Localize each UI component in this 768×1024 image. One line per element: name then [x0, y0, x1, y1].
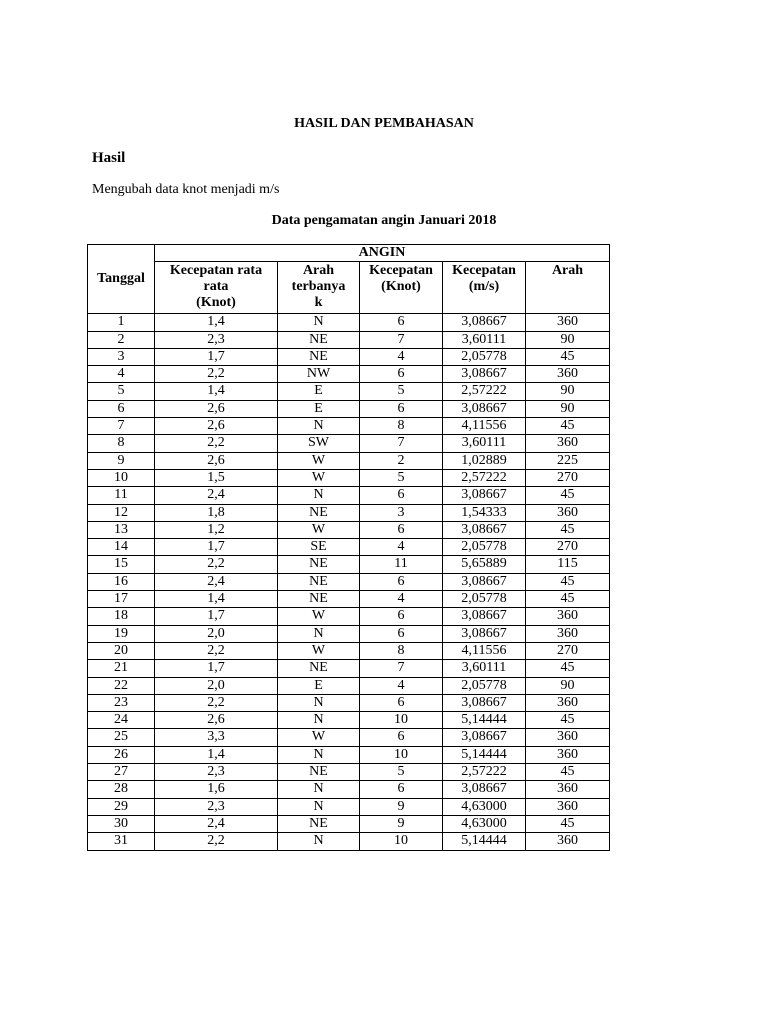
cell-kecepatan-rata: 1,2	[155, 521, 278, 538]
cell-kecepatan-knot: 6	[360, 781, 443, 798]
table-row	[88, 694, 610, 711]
header-tanggal-label: Tanggal	[97, 271, 145, 286]
cell-arah: 360	[526, 833, 610, 850]
cell-kecepatan-ms: 3,08667	[443, 781, 526, 798]
cell-kecepatan-rata: 1,4	[155, 314, 278, 331]
page-title: HASIL DAN PEMBAHASAN	[294, 116, 474, 131]
cell-kecepatan-rata: 1,4	[155, 591, 278, 608]
cell-arah: 45	[526, 521, 610, 538]
cell-arah-terbanyak: NE	[278, 556, 360, 573]
table-row	[88, 608, 610, 625]
cell-arah: 360	[526, 694, 610, 711]
cell-tanggal: 1	[88, 314, 155, 331]
cell-arah: 360	[526, 314, 610, 331]
cell-kecepatan-ms: 4,11556	[443, 642, 526, 659]
cell-kecepatan-knot: 7	[360, 331, 443, 348]
cell-arah: 45	[526, 591, 610, 608]
cell-arah: 90	[526, 677, 610, 694]
cell-arah: 45	[526, 418, 610, 435]
cell-arah: 360	[526, 729, 610, 746]
cell-arah-terbanyak: N	[278, 781, 360, 798]
cell-kecepatan-knot: 10	[360, 712, 443, 729]
table-row	[88, 660, 610, 677]
cell-kecepatan-ms: 3,08667	[443, 625, 526, 642]
cell-kecepatan-knot: 2	[360, 452, 443, 469]
cell-kecepatan-knot: 6	[360, 400, 443, 417]
table-row	[88, 677, 610, 694]
cell-arah-terbanyak: SW	[278, 435, 360, 452]
cell-kecepatan-ms: 3,08667	[443, 487, 526, 504]
cell-arah-terbanyak: W	[278, 642, 360, 659]
cell-tanggal: 22	[88, 677, 155, 694]
cell-kecepatan-ms: 3,08667	[443, 573, 526, 590]
cell-arah: 225	[526, 452, 610, 469]
cell-tanggal: 25	[88, 729, 155, 746]
table-row	[88, 521, 610, 538]
cell-kecepatan-ms: 4,11556	[443, 418, 526, 435]
cell-arah-terbanyak: W	[278, 521, 360, 538]
cell-kecepatan-ms: 2,57222	[443, 383, 526, 400]
cell-kecepatan-ms: 3,08667	[443, 521, 526, 538]
cell-tanggal: 12	[88, 504, 155, 521]
cell-kecepatan-rata: 2,4	[155, 487, 278, 504]
cell-arah-terbanyak: E	[278, 677, 360, 694]
cell-arah-terbanyak: N	[278, 746, 360, 763]
cell-arah-terbanyak: W	[278, 608, 360, 625]
cell-kecepatan-rata: 2,0	[155, 625, 278, 642]
header-arah: Arah	[526, 262, 610, 314]
cell-arah-terbanyak: N	[278, 418, 360, 435]
cell-arah-terbanyak: NE	[278, 591, 360, 608]
cell-tanggal: 18	[88, 608, 155, 625]
cell-tanggal: 20	[88, 642, 155, 659]
cell-arah-terbanyak: SE	[278, 539, 360, 556]
cell-kecepatan-rata: 1,4	[155, 746, 278, 763]
cell-kecepatan-rata: 2,6	[155, 418, 278, 435]
cell-kecepatan-knot: 6	[360, 366, 443, 383]
cell-arah: 90	[526, 400, 610, 417]
table-row	[88, 400, 610, 417]
cell-arah-terbanyak: W	[278, 729, 360, 746]
cell-kecepatan-rata: 1,4	[155, 383, 278, 400]
cell-tanggal: 16	[88, 573, 155, 590]
table-row	[88, 712, 610, 729]
cell-arah: 270	[526, 539, 610, 556]
cell-tanggal: 5	[88, 383, 155, 400]
cell-kecepatan-rata: 2,2	[155, 366, 278, 383]
cell-kecepatan-ms: 3,08667	[443, 366, 526, 383]
cell-arah-terbanyak: NE	[278, 348, 360, 365]
cell-kecepatan-rata: 2,4	[155, 815, 278, 832]
cell-arah-terbanyak: N	[278, 833, 360, 850]
cell-arah-terbanyak: N	[278, 712, 360, 729]
cell-kecepatan-rata: 1,8	[155, 504, 278, 521]
cell-kecepatan-knot: 5	[360, 383, 443, 400]
cell-kecepatan-rata: 1,6	[155, 781, 278, 798]
cell-kecepatan-ms: 5,14444	[443, 712, 526, 729]
cell-arah-terbanyak: NE	[278, 764, 360, 781]
cell-arah: 270	[526, 642, 610, 659]
header-kecepatan-knot: Kecepatan (Knot)	[360, 262, 443, 314]
cell-arah: 360	[526, 746, 610, 763]
header-tanggal	[88, 245, 155, 314]
section-heading: Hasil	[92, 150, 126, 166]
cell-kecepatan-knot: 10	[360, 746, 443, 763]
table-row	[88, 642, 610, 659]
cell-kecepatan-ms: 1,54333	[443, 504, 526, 521]
cell-kecepatan-ms: 3,60111	[443, 331, 526, 348]
cell-arah: 360	[526, 608, 610, 625]
cell-kecepatan-rata: 2,3	[155, 798, 278, 815]
cell-kecepatan-knot: 9	[360, 798, 443, 815]
cell-tanggal: 21	[88, 660, 155, 677]
cell-tanggal: 26	[88, 746, 155, 763]
cell-tanggal: 3	[88, 348, 155, 365]
cell-arah: 270	[526, 469, 610, 486]
table-row	[88, 781, 610, 798]
cell-arah-terbanyak: N	[278, 694, 360, 711]
table-row	[88, 366, 610, 383]
table-row	[88, 556, 610, 573]
table-row	[88, 573, 610, 590]
cell-arah-terbanyak: N	[278, 798, 360, 815]
cell-arah-terbanyak: N	[278, 625, 360, 642]
cell-tanggal: 6	[88, 400, 155, 417]
cell-arah: 90	[526, 383, 610, 400]
cell-tanggal: 2	[88, 331, 155, 348]
cell-kecepatan-ms: 4,63000	[443, 815, 526, 832]
cell-arah: 45	[526, 487, 610, 504]
cell-tanggal: 29	[88, 798, 155, 815]
cell-arah: 360	[526, 798, 610, 815]
cell-kecepatan-rata: 1,7	[155, 348, 278, 365]
cell-arah: 45	[526, 712, 610, 729]
cell-kecepatan-ms: 3,60111	[443, 435, 526, 452]
table-row	[88, 331, 610, 348]
cell-arah-terbanyak: E	[278, 383, 360, 400]
cell-kecepatan-ms: 2,05778	[443, 539, 526, 556]
cell-kecepatan-ms: 3,08667	[443, 729, 526, 746]
cell-kecepatan-knot: 6	[360, 314, 443, 331]
header-kecepatan-rata: Kecepatan rata rata (Knot)	[155, 262, 278, 314]
table-row	[88, 746, 610, 763]
cell-kecepatan-knot: 8	[360, 642, 443, 659]
table-caption: Data pengamatan angin Januari 2018	[271, 213, 497, 228]
cell-arah: 45	[526, 348, 610, 365]
table-body	[88, 314, 610, 850]
cell-kecepatan-rata: 2,2	[155, 833, 278, 850]
cell-kecepatan-rata: 1,7	[155, 660, 278, 677]
header-kecepatan-ms: Kecepatan (m/s)	[443, 262, 526, 314]
cell-arah: 45	[526, 815, 610, 832]
cell-arah: 115	[526, 556, 610, 573]
cell-kecepatan-ms: 2,57222	[443, 469, 526, 486]
table-row	[88, 764, 610, 781]
cell-kecepatan-knot: 6	[360, 573, 443, 590]
cell-kecepatan-knot: 3	[360, 504, 443, 521]
cell-kecepatan-knot: 6	[360, 625, 443, 642]
table-row	[88, 833, 610, 850]
table-row	[88, 487, 610, 504]
cell-kecepatan-ms: 3,08667	[443, 608, 526, 625]
cell-kecepatan-ms: 3,08667	[443, 694, 526, 711]
table-row	[88, 314, 610, 331]
cell-kecepatan-knot: 10	[360, 833, 443, 850]
cell-tanggal: 31	[88, 833, 155, 850]
cell-arah-terbanyak: E	[278, 400, 360, 417]
cell-kecepatan-rata: 1,7	[155, 539, 278, 556]
cell-arah-terbanyak: W	[278, 469, 360, 486]
cell-arah-terbanyak: NE	[278, 815, 360, 832]
table-row	[88, 729, 610, 746]
cell-tanggal: 7	[88, 418, 155, 435]
cell-kecepatan-knot: 9	[360, 815, 443, 832]
cell-kecepatan-knot: 8	[360, 418, 443, 435]
cell-arah: 45	[526, 764, 610, 781]
cell-kecepatan-knot: 6	[360, 608, 443, 625]
cell-arah: 360	[526, 504, 610, 521]
cell-arah-terbanyak: NE	[278, 573, 360, 590]
cell-tanggal: 10	[88, 469, 155, 486]
cell-kecepatan-knot: 6	[360, 487, 443, 504]
cell-kecepatan-ms: 5,14444	[443, 746, 526, 763]
cell-kecepatan-knot: 5	[360, 469, 443, 486]
intro-text: Mengubah data knot menjadi m/s	[92, 182, 280, 197]
cell-kecepatan-ms: 1,02889	[443, 452, 526, 469]
cell-kecepatan-ms: 3,60111	[443, 660, 526, 677]
cell-kecepatan-rata: 2,2	[155, 642, 278, 659]
cell-kecepatan-rata: 2,6	[155, 712, 278, 729]
cell-arah-terbanyak: NE	[278, 660, 360, 677]
cell-kecepatan-rata: 2,2	[155, 435, 278, 452]
table-row	[88, 815, 610, 832]
table-row	[88, 418, 610, 435]
cell-kecepatan-rata: 2,6	[155, 452, 278, 469]
cell-arah: 360	[526, 366, 610, 383]
cell-kecepatan-knot: 4	[360, 591, 443, 608]
table-row	[88, 452, 610, 469]
cell-arah: 45	[526, 660, 610, 677]
cell-tanggal: 8	[88, 435, 155, 452]
cell-kecepatan-knot: 5	[360, 764, 443, 781]
cell-tanggal: 30	[88, 815, 155, 832]
cell-arah-terbanyak: W	[278, 452, 360, 469]
table-row	[88, 435, 610, 452]
table-row	[88, 539, 610, 556]
cell-tanggal: 19	[88, 625, 155, 642]
cell-kecepatan-knot: 4	[360, 677, 443, 694]
cell-tanggal: 9	[88, 452, 155, 469]
cell-kecepatan-ms: 5,14444	[443, 833, 526, 850]
cell-tanggal: 23	[88, 694, 155, 711]
table-row	[88, 798, 610, 815]
cell-arah-terbanyak: NW	[278, 366, 360, 383]
cell-kecepatan-knot: 6	[360, 521, 443, 538]
wind-data-table	[87, 244, 610, 851]
cell-arah: 90	[526, 331, 610, 348]
cell-kecepatan-knot: 11	[360, 556, 443, 573]
cell-kecepatan-rata: 1,5	[155, 469, 278, 486]
table-row	[88, 469, 610, 486]
cell-kecepatan-rata: 2,3	[155, 331, 278, 348]
cell-kecepatan-knot: 4	[360, 348, 443, 365]
cell-kecepatan-knot: 6	[360, 729, 443, 746]
cell-tanggal: 17	[88, 591, 155, 608]
cell-kecepatan-knot: 4	[360, 539, 443, 556]
cell-kecepatan-rata: 1,7	[155, 608, 278, 625]
cell-tanggal: 28	[88, 781, 155, 798]
cell-kecepatan-ms: 2,05778	[443, 677, 526, 694]
cell-kecepatan-knot: 7	[360, 660, 443, 677]
cell-kecepatan-rata: 2,4	[155, 573, 278, 590]
cell-kecepatan-ms: 3,08667	[443, 314, 526, 331]
cell-kecepatan-rata: 2,0	[155, 677, 278, 694]
header-angin: ANGIN	[155, 245, 610, 262]
cell-arah-terbanyak: N	[278, 487, 360, 504]
cell-arah: 360	[526, 625, 610, 642]
cell-tanggal: 27	[88, 764, 155, 781]
table-row	[88, 348, 610, 365]
cell-kecepatan-ms: 3,08667	[443, 400, 526, 417]
cell-arah: 360	[526, 781, 610, 798]
cell-kecepatan-rata: 2,6	[155, 400, 278, 417]
cell-kecepatan-ms: 5,65889	[443, 556, 526, 573]
cell-arah: 360	[526, 435, 610, 452]
cell-kecepatan-rata: 2,3	[155, 764, 278, 781]
cell-tanggal: 14	[88, 539, 155, 556]
cell-arah-terbanyak: NE	[278, 331, 360, 348]
cell-kecepatan-rata: 3,3	[155, 729, 278, 746]
cell-arah-terbanyak: NE	[278, 504, 360, 521]
cell-tanggal: 4	[88, 366, 155, 383]
cell-kecepatan-rata: 2,2	[155, 556, 278, 573]
table-row	[88, 383, 610, 400]
cell-arah: 45	[526, 573, 610, 590]
table-row	[88, 504, 610, 521]
cell-kecepatan-knot: 7	[360, 435, 443, 452]
table-row	[88, 591, 610, 608]
cell-kecepatan-ms: 2,57222	[443, 764, 526, 781]
cell-tanggal: 13	[88, 521, 155, 538]
cell-kecepatan-ms: 2,05778	[443, 591, 526, 608]
cell-kecepatan-rata: 2,2	[155, 694, 278, 711]
cell-kecepatan-knot: 6	[360, 694, 443, 711]
table-row	[88, 625, 610, 642]
cell-tanggal: 24	[88, 712, 155, 729]
header-arah-terbanyak: Arah terbanya k	[278, 262, 360, 314]
cell-tanggal: 11	[88, 487, 155, 504]
cell-kecepatan-ms: 2,05778	[443, 348, 526, 365]
cell-tanggal: 15	[88, 556, 155, 573]
cell-arah-terbanyak: N	[278, 314, 360, 331]
cell-kecepatan-ms: 4,63000	[443, 798, 526, 815]
